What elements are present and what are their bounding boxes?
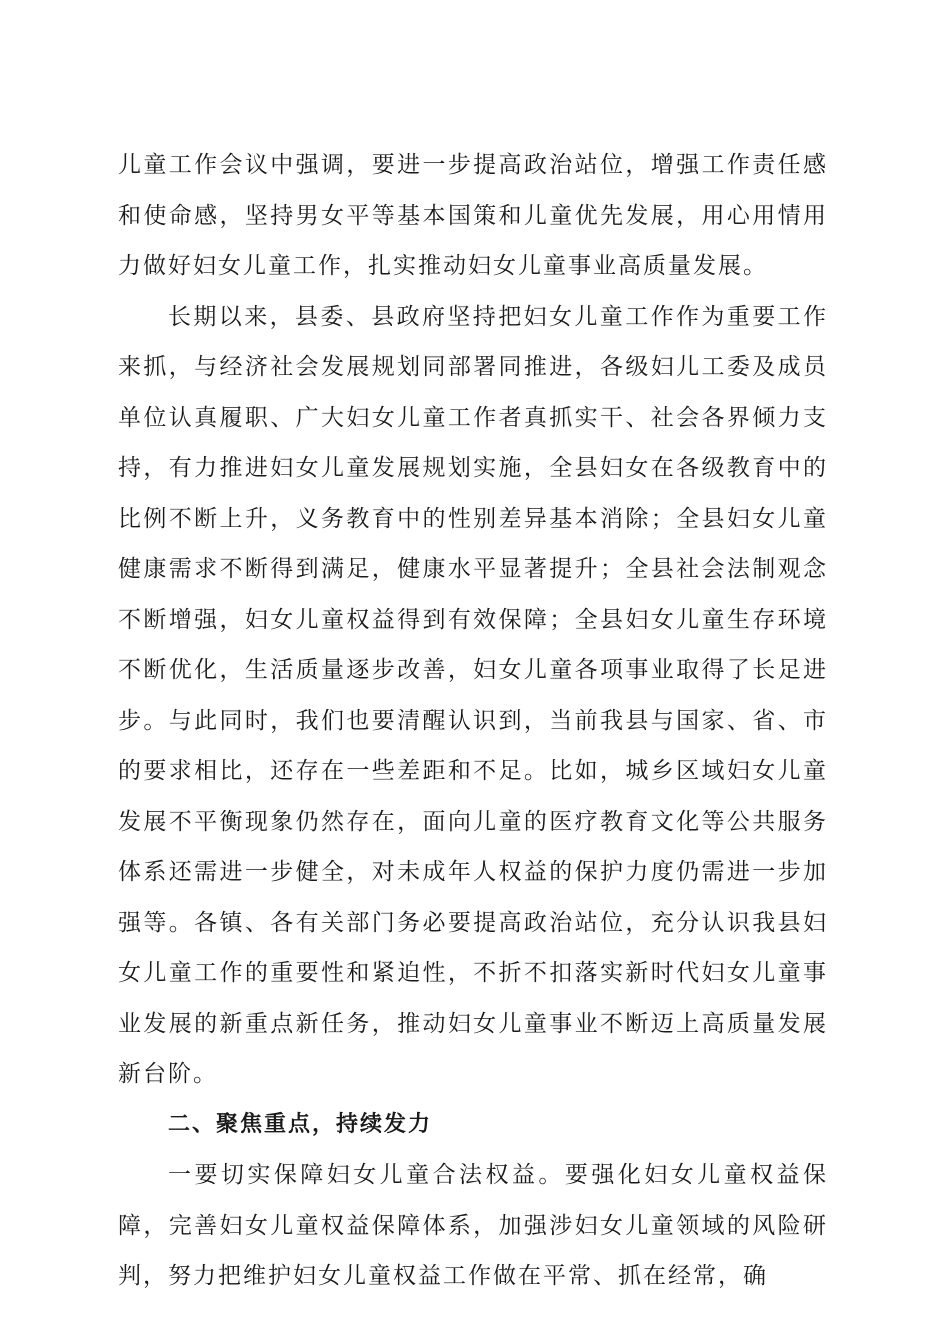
section-heading: 二、聚焦重点，持续发力 <box>168 1111 433 1137</box>
document-body <box>118 140 828 1302</box>
paragraph-overview: 长期以来，县委、县政府坚持把妇女儿童工作作为重要工作来抓，与经济社会发展规划同部署同推进，各级妇儿工委及成员单位认真履职、广大妇女儿童工作者真抓实干、社会各界倾力支持，有力推进妇女儿童发展规划实施，全县妇女在各级教育中的比例不断上升，义务教育中的性别差异基本消除；全县妇女儿童健康需求不断得到满足，健康水平显著提升；全县社会法制观念不断增强，妇女儿童权益得到有效保障；全县妇女儿童生存环境不断优化，生活质量逐步改善，妇女儿童各项事业取得了长足进步。与此同时，我们也要清醒认识到，当前我县与国家、省、市的要求相比，还存在一些差距和不足。比如，城乡区域妇女儿童发展不平衡现象仍然存在，面向儿童的医疗教育文化等公共服务体系还需进一步健全，对未成年人权益的保护力度仍需进一步加强等。各镇、各有关部门务必要提高政治站位，充分认识我县妇女儿童工作的重要性和紧迫性，不折不扣落实新时代妇女儿童事业发展的新重点新任务，推动妇女儿童事业不断迈上高质量发展新台阶。 <box>118 303 828 1087</box>
paragraph-rights-protection: 一要切实保障妇女儿童合法权益。要强化妇女儿童权益保障，完善妇女儿童权益保障体系，加强涉妇女儿童领域的风险研判，努力把维护妇女儿童权益工作做在平常、抓在经常，确 <box>118 1162 828 1289</box>
paragraph-continuation: 儿童工作会议中强调，要进一步提高政治站位，增强工作责任感和使命感，坚持男女平等基本国策和儿童优先发展，用心用情用力做好妇女儿童工作，扎实推动妇女儿童事业高质量发展。 <box>118 152 828 279</box>
